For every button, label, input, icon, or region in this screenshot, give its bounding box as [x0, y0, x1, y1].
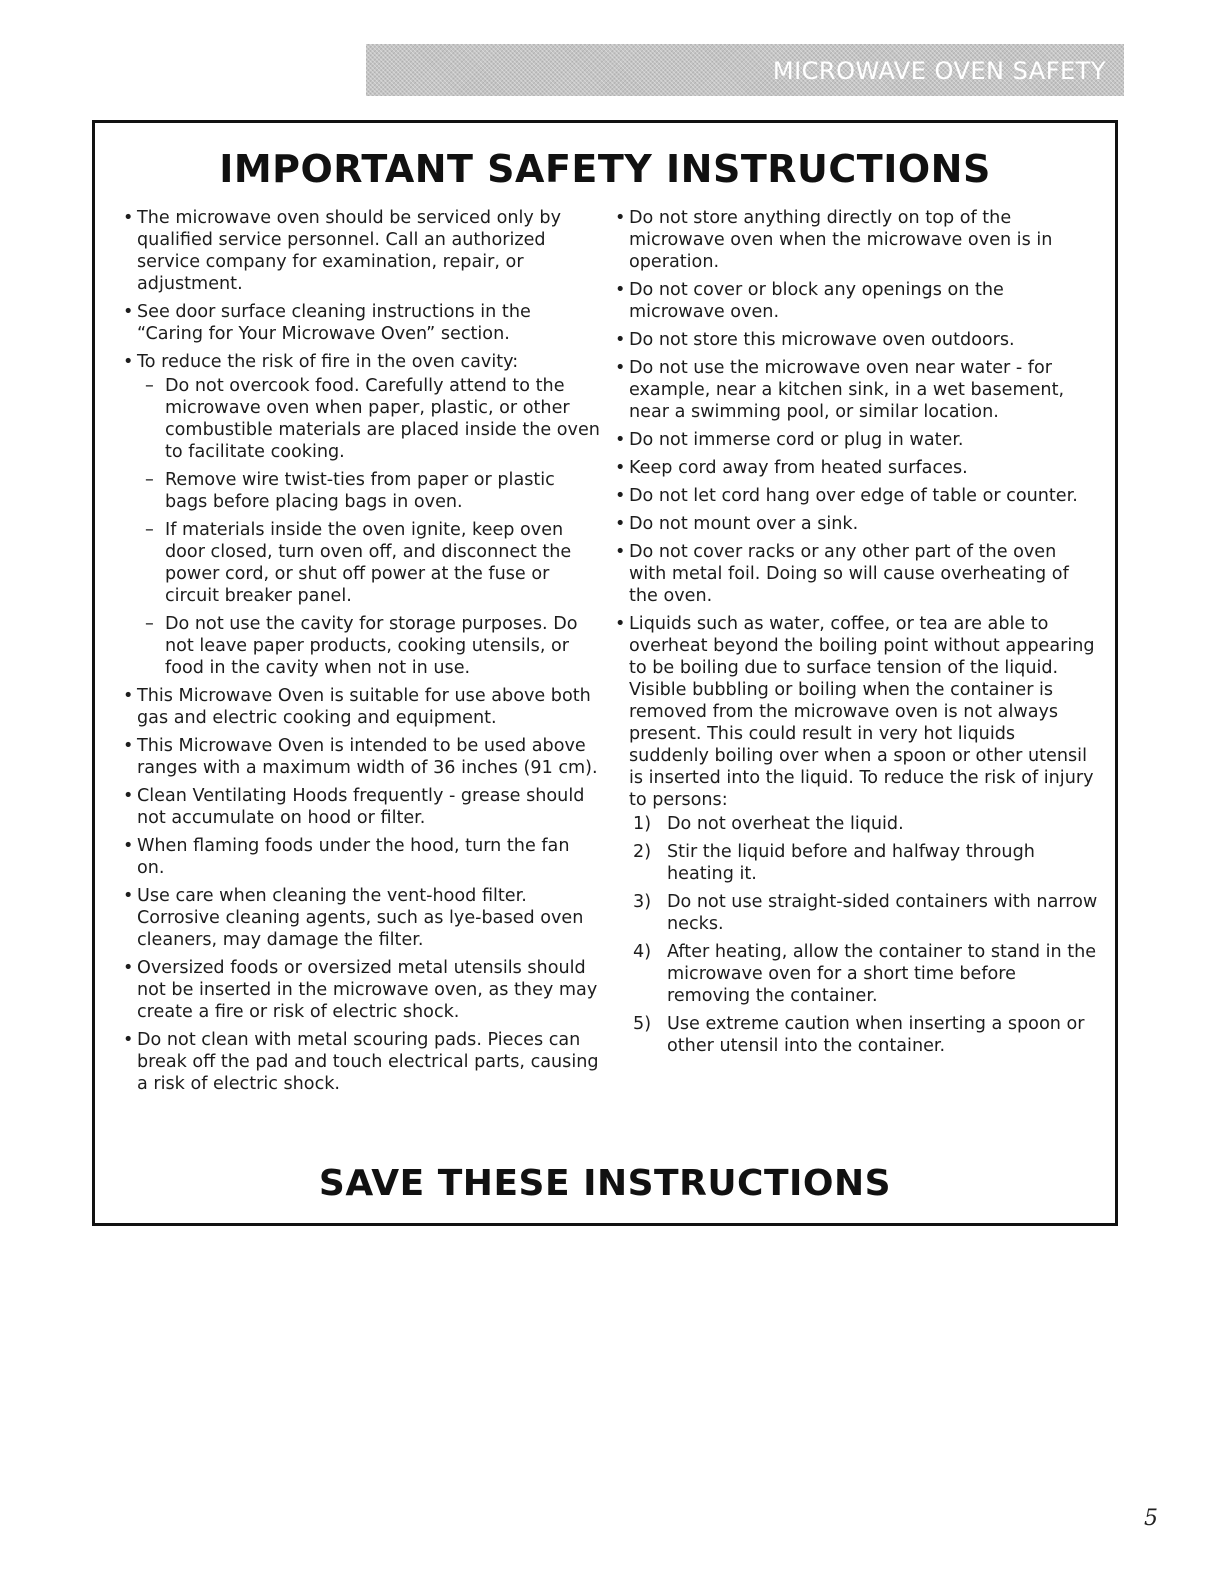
sub-list-item-text: Do not use the cavity for storage purposes. Do not leave paper products, cooking utensils, or food in the cavity when not in use. [165, 614, 578, 678]
list-item-text: Do not store this microwave oven outdoors. [629, 330, 1015, 350]
list-item-text: Do not clean with metal scouring pads. Pieces can break off the pad and touch electrical parts, causing a risk of electric shock. [137, 1030, 599, 1094]
list-item-text: This Microwave Oven is suitable for use above both gas and electric cooking and equipment. [137, 686, 591, 728]
footer-title: SAVE THESE INSTRUCTIONS [318, 1163, 892, 1204]
numbered-step [615, 941, 1099, 1007]
bullet-icon: • [615, 280, 626, 300]
list-item-text: Liquids such as water, coffee, or tea are able to overheat beyond the boiling point without appearing to be boiling due to surface tension of the liquid. Visible bubbling or boiling when the container is removed from the microwave oven is not always present. This could result in very hot liquids suddenly boiling over when a spoon or other utensil is inserted into the liquid. To reduce the risk of injury to persons: [629, 614, 1095, 810]
step-number: 2) [633, 842, 652, 862]
list-item-text: Do not store anything directly on top of the microwave oven when the microwave oven is in operation. [629, 208, 1053, 272]
sub-list-item [123, 375, 601, 463]
list-item-text: Keep cord away from heated surfaces. [629, 458, 968, 478]
sub-list-item [123, 469, 601, 513]
list-item [615, 613, 1099, 811]
bullet-icon: • [615, 208, 626, 228]
list-item [123, 835, 601, 879]
step-number: 1) [633, 814, 652, 834]
bullet-icon: • [123, 686, 134, 706]
safety-instructions-box [92, 120, 1118, 1226]
list-item [615, 429, 1099, 451]
bullet-icon: • [615, 358, 626, 378]
step-text: After heating, allow the container to stand in the microwave oven for a short time before removing the container. [667, 942, 1097, 1006]
bullet-icon: • [615, 614, 626, 634]
list-item [615, 485, 1099, 507]
left-column [123, 207, 601, 1101]
step-text: Stir the liquid before and halfway through heating it. [667, 842, 1035, 884]
numbered-step [615, 841, 1099, 885]
step-text: Use extreme caution when inserting a spoon or other utensil into the container. [667, 1014, 1085, 1056]
bullet-icon: • [123, 208, 134, 228]
bullet-icon: • [615, 542, 626, 562]
sub-list-item [123, 613, 601, 679]
list-item [123, 735, 601, 779]
page-title: IMPORTANT SAFETY INSTRUCTIONS [219, 147, 991, 191]
list-item-text: Oversized foods or oversized metal utensils should not be inserted in the microwave oven, as they may create a fire or risk of electric shock. [137, 958, 598, 1022]
list-item [123, 351, 601, 373]
step-number: 3) [633, 892, 652, 912]
bullet-icon: • [615, 514, 626, 534]
step-number: 4) [633, 942, 652, 962]
bullet-icon: • [123, 302, 134, 322]
list-item [615, 207, 1099, 273]
numbered-step [615, 1013, 1099, 1057]
bullet-icon: • [123, 836, 134, 856]
bullet-icon: • [615, 486, 626, 506]
dash-icon: – [145, 376, 154, 396]
list-item-text: The microwave oven should be serviced only by qualified service personnel. Call an authorized service company for examination, repair, or adjustment. [137, 208, 562, 294]
list-item [615, 357, 1099, 423]
bullet-icon: • [615, 430, 626, 450]
list-item-text: Do not use the microwave oven near water - for example, near a kitchen sink, in a wet basement, near a swimming pool, or similar location. [629, 358, 1065, 422]
list-item [615, 329, 1099, 351]
sub-list-item-text: If materials inside the oven ignite, keep oven door closed, turn oven off, and disconnect the power cord, or shut off power at the fuse or circuit breaker panel. [165, 520, 572, 606]
list-item-text: Do not immerse cord or plug in water. [629, 430, 964, 450]
list-item-text: Do not cover racks or any other part of the oven with metal foil. Doing so will cause overheating of the oven. [629, 542, 1069, 606]
list-item [615, 513, 1099, 535]
list-item [123, 957, 601, 1023]
right-column [615, 207, 1099, 1063]
dash-icon: – [145, 520, 154, 540]
list-item-text: See door surface cleaning instructions in the “Caring for Your Microwave Oven” section. [137, 302, 531, 344]
bullet-icon: • [615, 330, 626, 350]
bullet-icon: • [123, 736, 134, 756]
step-text: Do not use straight-sided containers with narrow necks. [667, 892, 1098, 934]
list-item [123, 885, 601, 951]
section-header-title: MICROWAVE OVEN SAFETY [772, 57, 1106, 85]
section-header-banner [366, 44, 1124, 96]
bullet-icon: • [123, 352, 134, 372]
list-item [123, 301, 601, 345]
list-item [615, 279, 1099, 323]
bullet-icon: • [123, 786, 134, 806]
numbered-step [615, 813, 1099, 835]
list-item-text: Clean Ventilating Hoods frequently - grease should not accumulate on hood or filter. [137, 786, 585, 828]
list-item [615, 457, 1099, 479]
list-item [123, 1029, 601, 1095]
step-text: Do not overheat the liquid. [667, 814, 904, 834]
list-item-text: This Microwave Oven is intended to be used above ranges with a maximum width of 36 inches (91 cm). [137, 736, 598, 778]
step-number: 5) [633, 1014, 652, 1034]
list-item-text: Do not let cord hang over edge of table or counter. [629, 486, 1078, 506]
sub-list-item-text: Do not overcook food. Carefully attend to the microwave oven when paper, plastic, or other combustible materials are placed inside the oven to facilitate cooking. [165, 376, 600, 462]
bullet-icon: • [615, 458, 626, 478]
page-number: 5 [1144, 1506, 1158, 1531]
list-item [615, 541, 1099, 607]
dash-icon: – [145, 470, 154, 490]
list-item-text: Do not cover or block any openings on the microwave oven. [629, 280, 1004, 322]
bullet-icon: • [123, 1030, 134, 1050]
sub-list-item [123, 519, 601, 607]
list-item [123, 207, 601, 295]
list-item [123, 685, 601, 729]
numbered-step [615, 891, 1099, 935]
list-item-text: To reduce the risk of fire in the oven cavity: [137, 352, 519, 372]
sub-list-item-text: Remove wire twist-ties from paper or plastic bags before placing bags in oven. [165, 470, 555, 512]
bullet-icon: • [123, 886, 134, 906]
bullet-icon: • [123, 958, 134, 978]
list-item-text: Do not mount over a sink. [629, 514, 859, 534]
dash-icon: – [145, 614, 154, 634]
list-item-text: Use care when cleaning the vent-hood filter. Corrosive cleaning agents, such as lye-based oven cleaners, may damage the filter. [137, 886, 584, 950]
list-item [123, 785, 601, 829]
list-item-text: When flaming foods under the hood, turn the fan on. [137, 836, 570, 878]
